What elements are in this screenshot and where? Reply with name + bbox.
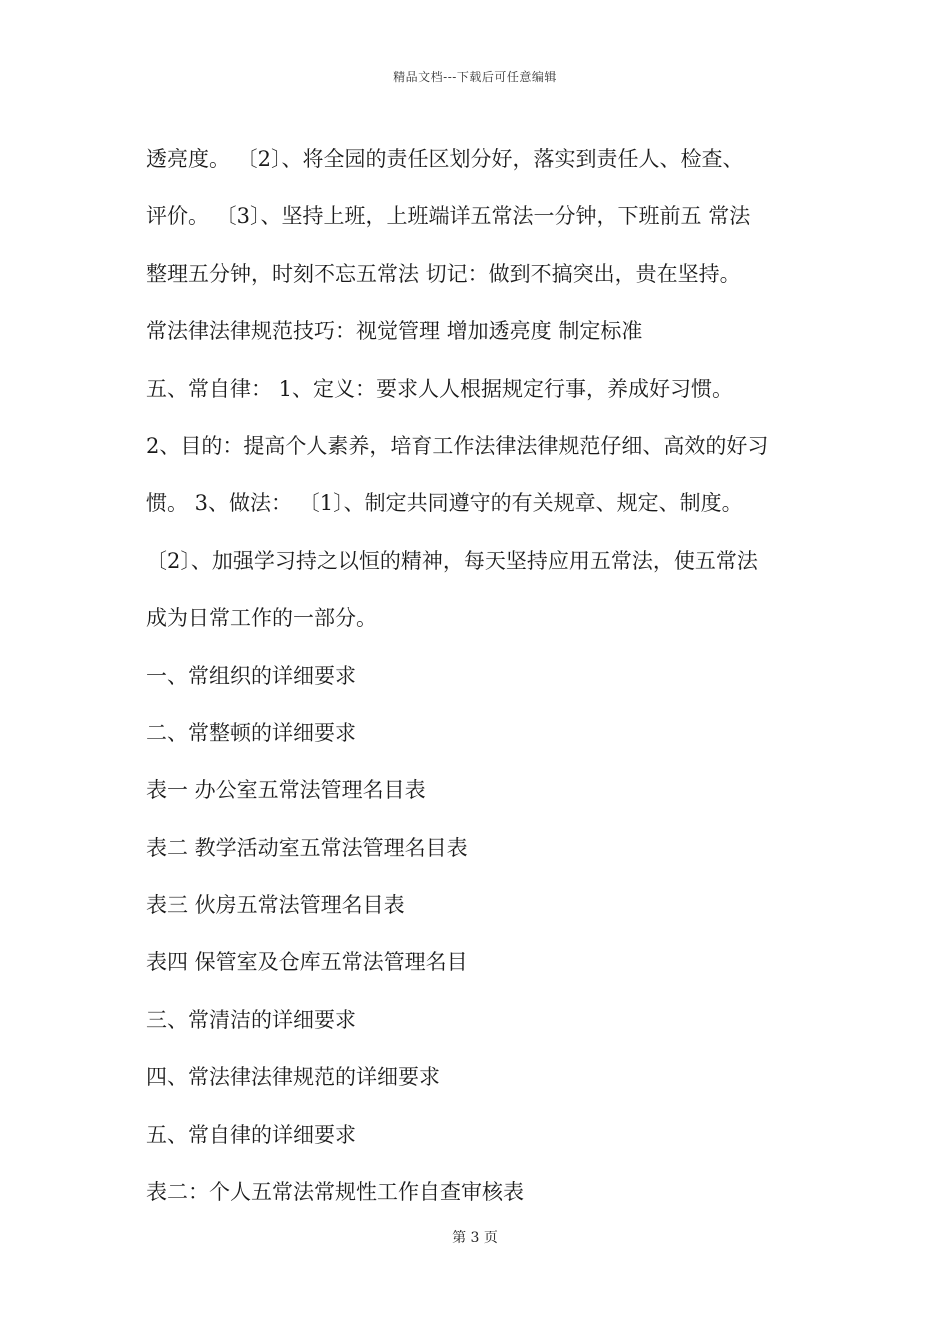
table-title: 表一 办公室五常法管理名目表: [146, 778, 426, 803]
page-number: 第 3 页: [452, 1230, 498, 1246]
section-heading: 五、常自律的详细要求: [146, 1122, 356, 1147]
table-title: 表四 保管室及仓库五常法管理名目: [146, 950, 468, 975]
text-line: 〔2〕、加强学习持之以恒的精神，每天坚持应用五常法，使五常法: [146, 548, 758, 573]
section-heading: 一、常组织的详细要求: [146, 663, 356, 688]
body-text: [146, 131, 816, 1221]
section-heading: 四、常法律法律规范的详细要求: [146, 1065, 440, 1090]
text-line: 成为日常工作的一部分。: [146, 606, 377, 631]
page-header: 精品文档---下载后可任意编辑: [393, 70, 557, 84]
text-line: 五、常自律： 1、定义：要求人人根据规定行事，养成好习惯。: [146, 376, 734, 401]
table-title: 表三 伙房五常法管理名目表: [146, 893, 405, 918]
table-title: 表二 教学活动室五常法管理名目表: [146, 835, 468, 860]
text-line: 透亮度。 〔2〕、将全园的责任区划分好，落实到责任人、检查、: [146, 147, 744, 171]
section-heading: 二、常整顿的详细要求: [146, 720, 356, 745]
table-title: 表二：个人五常法常规性工作自查审核表: [146, 1180, 524, 1205]
section-heading: 三、常清洁的详细要求: [146, 1007, 356, 1032]
text-line: 惯。 3、做法： 〔1〕、制定共同遵守的有关规章、规定、制度。: [146, 491, 743, 516]
text-line: 评价。 〔3〕、坚持上班，上班端详五常法一分钟，下班前五 常法: [146, 204, 751, 229]
text-line: 2、目的：提高个人素养，培育工作法律法律规范仔细、高效的好习: [146, 433, 769, 458]
text-line: 常法律法律规范技巧：视觉管理 增加透亮度 制定标准: [146, 319, 643, 344]
text-line: 整理五分钟，时刻不忘五常法 切记：做到不搞突出，贵在坚持。: [146, 261, 741, 286]
